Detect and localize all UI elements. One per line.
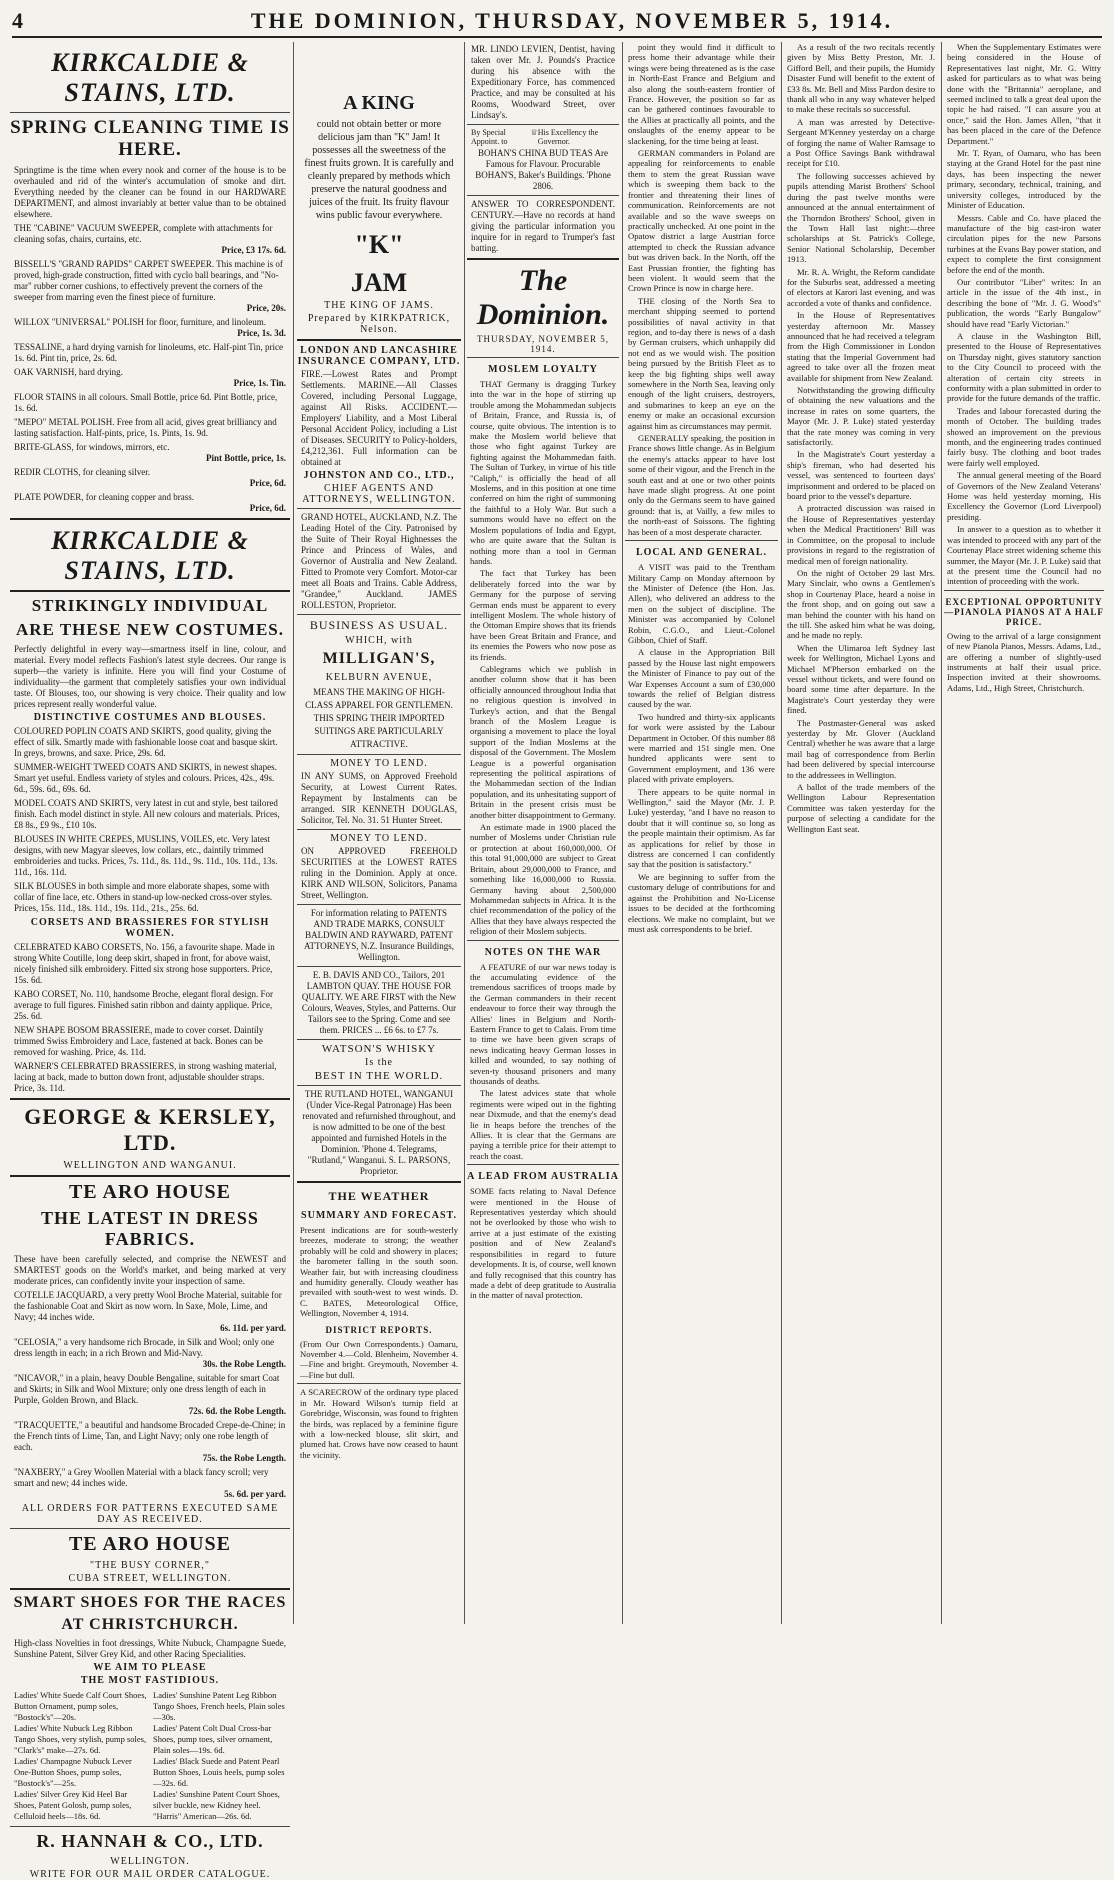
a-king-heading: A KING (343, 92, 415, 114)
kirkcaldie-heading: KIRKCALDIE & STAINS, LTD. (51, 48, 249, 107)
column-6-news (944, 42, 1104, 1624)
divider (467, 195, 619, 196)
mail-order-catalogue: WRITE FOR OUR MAIL ORDER CATALOGUE. (29, 1869, 271, 1880)
kirkcaldie-heading-2: KIRKCALDIE & STAINS, LTD. (51, 526, 249, 585)
dress-fabrics-heading: THE LATEST IN DRESS FABRICS. (41, 1208, 259, 1249)
column-rule (781, 42, 782, 1624)
distinctive-heading: DISTINCTIVE COSTUMES AND BLOUSES. (33, 712, 267, 723)
royal-arms-icon: ♕ (530, 128, 538, 137)
list-item-text: "NAXBERY," a Grey Woollen Material with a black fancy scroll; very smart and new; 44 inches wide. (14, 1467, 269, 1488)
list-item (14, 317, 286, 339)
moslem-loyalty-heading: MOSLEM LOYALTY (488, 364, 598, 375)
list-item-price: 72s. 6d. the Robe Length. (188, 1406, 286, 1416)
lindo-levien-notice: MR. LINDO LEVIEN, Dentist, having taken over Mr. J. Pounds's Practice during his absence with the Expeditionary Force, has commenced Practice, and may be consulted at his Rooms, Woodward Street, over Lindsay's. (471, 44, 615, 120)
list-item-price: Pint Bottle, price, 1s. (206, 453, 286, 463)
george-kersley-subheading: WELLINGTON AND WANGANUI. (63, 1160, 237, 1171)
list-item-text: WARNER'S CELEBRATED BRASSIERES, in strong washing material, lacing at back, made to button down front, adjustable shoulder straps. Price, 3s. 11d. (14, 1061, 277, 1093)
list-item (14, 1025, 286, 1058)
lead-from-australia-heading: A LEAD FROM AUSTRALIA (467, 1171, 619, 1183)
list-item-text: CELEBRATED KABO CORSETS, No. 156, a favourite shape. Made in strong White Coutille, long deep skirt, shaped in front, for above waist, nicely finished silk embroidery. Fitted six strong hose supporters. Price, 15s. 6d. (14, 942, 275, 985)
paragraph: A clause in the Washington Bill, presented to the House of Representatives on Thursday night, gives statutory sanction to the City Council to proceed with the alteration of certain city streets in conformity with a plan submitted in order to provide for the future demands of the traffic. (947, 330, 1101, 404)
divider (297, 904, 461, 905)
hannah-subheading: WELLINGTON. (110, 1856, 190, 1867)
list-item-price: Price, 1s. Tin. (233, 378, 286, 388)
smart-shoes-heading: SMART SHOES FOR THE RACES (13, 1594, 287, 1611)
summary-forecast-heading: SUMMARY AND FORECAST. (301, 1210, 457, 1221)
list-item-text: COLOURED POPLIN COATS AND SKIRTS, good quality, giving the effect of silk. Smartly made with fashionable loose coat and basque skirt. In greys, browns, and saxe. Price, 29s. 6d. (14, 726, 278, 758)
masthead-title: THE DOMINION, THURSDAY, NOVEMBER 5, 1914. (250, 8, 894, 33)
paragraph: The Postmaster-General was asked yesterday by Mr. Glover (Auckland Central) whether he was aware that a large mail bag of correspondence from Berlin had been delivered by special intercourse to the addressees in Wellington. (787, 717, 935, 780)
milligans-text: MEANS THE MAKING OF HIGH-CLASS APPAREL FOR GENTLEMEN. THIS SPRING THEIR IMPORTED SUITINGS ARE PARTICULARLY ATTRACTIVE. (305, 687, 453, 749)
divider (10, 1588, 290, 1590)
list-item (14, 1061, 286, 1094)
paragraph: The annual general meeting of the Board of Governors of the New Zealand Veterans' Home was held yesterday morning, His Excellency the Governor (Lord Liverpool) presiding. (947, 470, 1101, 522)
paragraph: A protracted discussion was raised in the House of Representatives yesterday when the Medical Practitioners' Bill was in Committee, on the proposal to include provisions in regard to the registration of medical men of foreign nationality. (787, 503, 935, 566)
list-item-price: Price, 6d. (249, 503, 286, 513)
paragraph: We are beginning to suffer from the customary deluge of contributions for and against the Prohibition and No-License issues to be decided at the forthcoming elections. We make no complaint, but we must ask correspondents to be brief. (628, 871, 775, 934)
chief-agents: CHIEF AGENTS AND ATTORNEYS, WELLINGTON. (302, 483, 456, 505)
list-item (14, 259, 286, 314)
shoe-list-right: Ladies' Sunshine Patent Leg Ribbon Tango Shoes, French heels, Plain soles—30s. Ladies' Patent Colt Dual Cross-bar Shoes, pump toes, silver ornament, Plain soles—19s. 6d. Ladies' Black Suede and Patent Pearl Button Shoes, Louis heels, pump soles—32s. 6d. Ladies' Sunshine Patent Court Shoes, silver buckle, new Kidney heel. "Harris" American—26s. 6d. (153, 1690, 285, 1821)
list-item-text: PLATE POWDER, for cleaning copper and brass. (14, 492, 194, 502)
column-rule (464, 42, 465, 1624)
paragraph: In the House of Representatives yesterday afternoon Mr. Massey announced that he had received a telegram from the High Commissioner in London stating that the Imperial Government had agreed to take over all the frozen meat available for shipment from New Zealand. (787, 310, 935, 383)
london-lancashire-text: FIRE.—Lowest Rates and Prompt Settlements. MARINE.—All Classes Covered, including Personal Luggage, against All Risks. ACCIDENT.—Employers' Liability, and a Most Liberal Personal Accident Policy, including a List of Diseases. SECURITY to Policy-holders, £4,212,361. Full information can be obtained at (301, 369, 457, 467)
column-2-advertisements (297, 42, 461, 1624)
column-rule (622, 42, 623, 1624)
list-item (14, 417, 286, 439)
k-heading: "K" (354, 230, 404, 259)
notes-on-war-heading: NOTES ON THE WAR (484, 946, 602, 958)
bohan-appointment-line (471, 128, 615, 146)
list-item-text: SUMMER-WEIGHT TWEED COATS AND SKIRTS, in newest shapes. Smart yet useful. Endless variety of styles and colours. Prices, 42s., 49s. 6d., 59s. 6d., 69s. 6d. (14, 762, 277, 794)
patents-ad: For information relating to PATENTS AND TRADE MARKS, CONSULT BALDWIN AND RAYWARD, PATENT ATTORNEYS, N.Z. Insurance Buildings, Wellington. (303, 908, 455, 962)
divider (467, 1164, 619, 1165)
spring-cleaning-text: Springtime is the time when every nook and corner of the house is to be overhauled and rid of the winter's accumulation of smoke and dirt. Everything needed by the cleaner can be found in our HARDWARE DEPARTMENT, and almost invariably at better value than to be obtained elsewhere. (14, 165, 286, 219)
paragraph: Messrs. Cable and Co. have placed the manufacture of the big cast-iron water circulation pipes for the new Parsons turbines at the Evans Bay power station, and expect to complete the first consignment before the end of the month. (947, 212, 1101, 275)
list-item (14, 367, 286, 389)
paragraph: When the Supplementary Estimates were being considered in the House of Representatives last night, Mr. G. Witty asked for particulars as to what was being done with the "Britannia" aeroplane, and seemed inclined to talk a great deal upon the topic he had raised. "I can assure you at once," said the Hon. James Allen, "that it has been placed in the care of the Defence Department." (947, 42, 1101, 146)
list-item-text: BLOUSES IN WHITE CREPES, MUSLINS, VOILES, etc. Very latest designs, with new Magyar sleeves, low collars, etc., daintily trimmed embroideries and tucks. Prices, 7s. 11d., 8s. 11d., 9s. 11d., 10s. 11d., 13s. 11d., 16s. 11d. (14, 834, 278, 877)
list-item (14, 762, 286, 795)
divider (297, 829, 461, 830)
local-general-article (628, 562, 775, 934)
divider (10, 112, 290, 113)
scarecrow-paragraph: A SCARECROW of the ordinary type placed in Mr. Howard Wilson's turnip field at Gorebridge, Wisconsin, was found to frighten the birds, was replaced by a feminine figure with a low-necked blouse, slit skirt, and plumed hat. Crows have now ceased to haunt the vicinity. (300, 1387, 458, 1460)
costumes-text: Perfectly delightful in every way—smartness itself in line, colour, and material. Every model reflects Fashion's latest style decrees. Our range is superb—the variety is infinite. Here you will find your Costume of individuality—the garment that completely satisfies your own individual taste. Of Blouses, too, our showing is very choice. Their quality and low prices represent really wonderful value. (14, 644, 286, 709)
list-item (14, 342, 286, 364)
list-item (14, 1373, 286, 1417)
money-to-lend-text-2: ON APPROVED FREEHOLD SECURITIES at the LOWEST RATES ruling in the Dominion. Apply at once. KIRK AND WILSON, Solicitors, Panama Street, Wellington. (301, 846, 457, 900)
paragraph: Notwithstanding the growing difficulty of obtaining the new valuations and the increase in rates on some quarters, the Mayor (Mr. J. P. Luke) stated yesterday that the rate money was coming in very satisfactorily. (787, 385, 935, 448)
watsons-is-the: Is the (365, 1057, 393, 1068)
bohan-appointment-left: By Special Appoint. to (471, 128, 508, 146)
list-item-text: "MEPO" METAL POLISH. Free from all acid, gives great brilliancy and lasting satisfaction. Half-pints, price, 1s. Pints, 1s. 9d. (14, 417, 277, 438)
list-item-text: FLOOR STAINS in all colours. Small Bottle, price 6d. Pint Bottle, price, 1s. 6d. (14, 392, 278, 413)
list-item-price: Price, £3 17s. 6d. (221, 245, 286, 255)
watsons-whisky: WATSON'S WHISKY (321, 1043, 437, 1055)
king-of-jams: THE KING OF JAMS. (324, 300, 434, 311)
paragraph: On the night of October 29 last Mrs. Mary Sinclair, who owns a Gentlemen's shop in Courtenay Place, heard a noise in the front shop, and on going out saw a man behind the counter with his hand on the till. She asked him what he was doing, and he made no reply. (787, 567, 935, 641)
list-item (14, 1337, 286, 1370)
money-to-lend-text: IN ANY SUMS, on Approved Freehold Security, at Lowest Current Rates. Repayment by Instalments can be arranged. SIR KENNETH DOUGLAS, Solicitor, Tel. No. 31. 51 Hunter Street. (301, 771, 457, 825)
list-item-text: KABO CORSET, No. 110, handsome Broche, elegant floral design. For average to full figures. Finished satin ribbon and dainty applique. Price, 25s. 6d. (14, 989, 273, 1021)
jam-heading: JAM (350, 268, 408, 297)
paragraph: The fact that Turkey has been deliberately forced into the war by Germany for the purpose of serving German ends must be apparent to every intelligent Moslem. The whole history of the Ottoman Empire shows that its friends have been Great Britain and France, and its enemies the Powers who now pose as its friends. (470, 568, 616, 662)
davis-tailors-ad: E. B. DAVIS AND CO., Tailors, 201 LAMBTON QUAY. THE HOUSE FOR QUALITY. WE ARE FIRST with the New Colours, Weaves, Styles, and Patterns. Our Tailors see to the Spring. Come and see them. PRICES ... £6 6s. to £7 7s. (301, 970, 457, 1035)
bohan-appointment-right: His Excellency the Governor. (537, 128, 599, 146)
divider (297, 1383, 461, 1384)
shoe-list-left: Ladies' White Suede Calf Court Shoes, Button Ornament, pump soles, "Bostock's"—20s. Ladies' White Nubuck Leg Ribbon Tango Shoes, very stylish, pump soles, "Clark's" make—27s. 6d. Ladies' Champagne Nubuck Lever One-Button Shoes, pump soles, "Bostock's"—25s. Ladies' Silver Grey Kid Heel Bar Shoes, Patent Golosh, pump soles, Celluloid heels—18s. 6d. (14, 1690, 147, 1821)
paragraph: A man was arrested by Detective-Sergeant M'Kenney yesterday on a charge of forging the name of Walter Ramsage to a Post Office Savings Bank withdrawal receipt for £10. (787, 116, 935, 169)
list-item-price: Price, 20s. (246, 303, 286, 313)
list-item (14, 1467, 286, 1500)
divider (10, 1175, 290, 1177)
answer-to-correspondent: ANSWER TO CORRESPONDENT. CENTURY.—Have no records at hand giving the particular information you inquire for in regard to Trumper's fast batting. (471, 199, 615, 253)
divider (297, 1039, 461, 1040)
masthead (12, 6, 1102, 38)
dress-fabrics-text: These have been carefully selected, and comprise the NEWEST and SMARTEST goods on the World's market, and being marked at very moderate prices, can confidently invite your inspection of same. (14, 1254, 286, 1286)
list-item-price: Price, 6d. (249, 478, 286, 488)
list-item-price: 6s. 11d. per yard. (220, 1323, 286, 1333)
divider (10, 518, 290, 520)
list-item (14, 798, 286, 831)
grand-hotel-ad: GRAND HOTEL, AUCKLAND, N.Z. The Leading Hotel of the City. Patronised by the Suite of Their Royal Highnesses the Prince and Princess of Wales, and Governor of Australia and New Zealand. Fitted to Promote very Comfort. Motor-car meet all Boats and Trains. Cable Address, "Grandee," Auckland. JAMES ROLLESTON, Proprietor. (301, 512, 457, 610)
paragraph: THE closing of the North Sea to merchant shipping seemed to portend possibilities of naval activity in that region, and to-day there is news of a dash by German cruisers, which unhappily did not end as we would wish. The position being pursued by the British Fleet as to keep the big fighting ships well away somewhere in the North Sea, leaving only enough of the light cruisers, destroyers, and submarines to keep an eye on the enemy or make an occasional excursion against him as circumstances may permit. (628, 295, 775, 431)
paragraph: GENERALLY speaking, the position in France shows little change. As in Belgium the enemy's attacks appear to have lost some of their vigour, and the French in the south east and at one or two other points have made slight progress. At one point only do the Germans seem to have gained ground: that is, at Vailly, a few miles to the north-east of Soissons. The fighting has been of a most desperate character. (628, 433, 775, 537)
prepared-by: Prepared by KIRKPATRICK, Nelson. (307, 313, 451, 335)
column-rule (941, 42, 942, 1624)
list-item (14, 1420, 286, 1464)
column-4-news (625, 42, 778, 1624)
busy-corner: "THE BUSY CORNER," (90, 1560, 210, 1571)
paragraph: In the Magistrate's Court yesterday a ship's fireman, who had deserted his vessel, was sentenced to fourteen days' imprisonment and ordered to be placed on board prior to the vessel's departure. (787, 449, 935, 502)
george-kersley-heading: GEORGE & KERSLEY, LTD. (24, 1104, 276, 1155)
lead-from-australia-article: SOME facts relating to Naval Defence were mentioned in the House of Representatives yesterday which should not be overlooked by those who wish to arrive at a just estimate of the existing position and of New Zealand's responsibilities in regard to future developments. It is, of course, well known and fully recognised that this country has made a debt of deep gratitude to Australia in the matter of naval protection. (470, 1186, 616, 1301)
list-item-text: BRITE-GLASS, for windows, mirrors, etc. (14, 442, 170, 452)
which-with: WHICH, with (345, 635, 413, 646)
corset-item-list (10, 942, 290, 1094)
paragraph: The following successes achieved by pupils attending Marist Brothers' School during the past twelve months were announced at the annual entertainment of the Thorndon Brothers' School, given in the Town Hall last night:—three scholarships at St. Patrick's College, Senior National Scholarship, December 1913. (787, 170, 935, 265)
district-reports-text: (From Our Own Correspondents.) Oamaru, November 4.—Cold. Blenheim, November 4.—Fine and bright. Greymouth, November 4.—Fine but dull. (300, 1338, 458, 1380)
list-item-text: THE "CABINE" VACUUM SWEEPER, complete with attachments for cleaning sofas, chairs, curtains, etc. (14, 223, 273, 244)
divider (10, 1528, 290, 1529)
kelburn-avenue: KELBURN AVENUE, (325, 672, 433, 683)
moslem-loyalty-article (470, 379, 616, 937)
pianola-text: Owing to the arrival of a large consignment of new Pianola Pianos, Messrs. Adams, Ltd., are offering a number of slightly-used instruments at half their usual price. Inspection invited at their showrooms. Adams, Ltd., High Street, Christchurch. (947, 630, 1101, 693)
local-general-heading: LOCAL AND GENERAL. (635, 547, 768, 559)
divider (297, 614, 461, 615)
divider (467, 124, 619, 125)
list-item (14, 726, 286, 759)
hardware-item-list (10, 223, 290, 514)
list-item-price: Price, 1s. 3d. (237, 328, 286, 338)
column-5-news (784, 42, 938, 1624)
paragraph: A clause in the Appropriation Bill passed by the House last night empowers the Minister of Finance to pay out of the War Expenses Account a sum of £30,000 towards the relief of Belgian distress caused by the war. (628, 647, 775, 710)
paragraph: Our contributor "Liber" writes: In an article in the issue of the 4th inst., in describing the bone of "Mr. J. G. Wood's" publication, the words "Early Bungalow" should have read "Early Victorian." (947, 276, 1101, 329)
rutland-hotel-ad: THE RUTLAND HOTEL, WANGANUI (Under Vice-Regal Patronage) Has been renovated and refurnished throughout, and is now admitted to be one of the best appointed and furnished Hotels in the Dominion. 'Phone 4. Telegrams, "Rutland," Wanganui. S. L. PARSONS, Proprietor. (302, 1089, 456, 1176)
list-item-text: MODEL COATS AND SKIRTS, very latest in cut and style, best tailored finish. Each model distinct in style. All new colours and materials. Prices, £8 8s., £9 9s., £10 10s. (14, 798, 280, 830)
local-general-continued (787, 42, 935, 834)
editorial-date: THURSDAY, NOVEMBER 5, 1914. (476, 334, 610, 354)
list-item-text: BISSELL'S "GRAND RAPIDS" CARPET SWEEPER. This machine is of proved, high-grade construction, fitted with cyclo ball bearings, and "No-mar" rubber corner cushions, to effectively prevent the corners of the sweeper from marring even the finest piece of furniture. (14, 259, 283, 302)
divider (297, 754, 461, 755)
list-item (14, 834, 286, 878)
divider (467, 940, 619, 941)
paragraph: A VISIT was paid to the Trentham Military Camp on Monday afternoon by the Minister of Defence (the Hon. Jas. Allen), who delivered an address to the men on the subject of discipline. The Minister was accompanied by Colonel Robin, C.G.O., and Lieut.-Colonel Gibbon, Chief of Staff. (628, 562, 775, 645)
best-in-the-world: BEST IN THE WORLD. (314, 1070, 444, 1082)
milligans-heading: MILLIGAN'S, (322, 650, 436, 667)
weather-text: Present indications are for south-westerly breezes, moderate to strong; the weather probably will be cold and showery in places; the barometer falling in the south soon. Weather fair, but with increasing cloudiness and humidity generally. Cloudy weather has prevailed with south-west to west winds. D. C. BATES, Meteorological Office, Wellington, November 4, 1914. (300, 1225, 458, 1319)
war-notes-continued (628, 42, 775, 537)
column-1-advertisements (10, 42, 290, 1880)
list-item (14, 467, 286, 489)
blouse-item-list (10, 726, 290, 914)
paragraph: GERMAN commanders in Poland are appealing for reinforcements to enable them to stem the great Russian wave which is sweeping them back to the frontier and threatening their lines of communication. Reinforcements are not available and so the wave sweeps on practically unchecked. At one point in the Opatow district a large Austrian force attempted to check the Russian advance but was driven back. In the North, off the East Prussian frontier, the fighting has been violent. It would seem that the Crown Prince is now in charge here. (628, 148, 775, 294)
list-item (14, 1290, 286, 1334)
fabric-item-list (10, 1290, 290, 1500)
list-item-price: 30s. the Robe Length. (202, 1359, 286, 1369)
pianola-heading: EXCEPTIONAL OPPORTUNITY—PIANOLA PIANOS AT A HALF PRICE. (944, 596, 1104, 627)
te-aro-heading-2: TE ARO HOUSE (68, 1533, 232, 1555)
list-item-text: WILLOX "UNIVERSAL" POLISH for floor, furniture, and linoleum. (14, 317, 266, 327)
christchurch-heading: AT CHRISTCHURCH. (61, 1616, 239, 1633)
hannah-heading: R. HANNAH & CO., LTD. (36, 1831, 264, 1851)
divider (297, 966, 461, 967)
list-item (14, 942, 286, 986)
costumes-heading: ARE THESE NEW COSTUMES. (16, 620, 284, 639)
divider (944, 590, 1104, 591)
list-item (14, 881, 286, 914)
paragraph: Two hundred and thirty-six applicants for work were assisted by the Labour Department in October. Of this number 88 were married and 151 single men. One hundred applicants were sent to Government employment, and 136 were placed with private employers. (628, 711, 775, 785)
shoe-list (14, 1690, 286, 1822)
paragraph: A FEATURE of our war news today is the accumulating evidence of the tremendous sacrifices of troops made by the German commanders in their recent endeavour to force their way through the Allies' lines in Belgium and North-Eastern France to get to Calais. From time to time we have been given scraps of news indicating heavy German losses in killed and wounded, to say nothing of seven-ty thousand prisoners and many thousands of deaths. (470, 961, 616, 1086)
divider (10, 1826, 290, 1827)
most-fastidious: THE MOST FASTIDIOUS. (80, 1675, 220, 1686)
business-as-usual: BUSINESS AS USUAL. (309, 618, 449, 632)
list-item (14, 492, 286, 514)
list-item-text: REDIR CLOTHS, for cleaning silver. (14, 467, 150, 477)
bohan-tea-ad: BOHAN'S CHINA BUD TEAS Are Famous for Flavour. Procurable BOHAN'S, Baker's Buildings. 'Phone 2806. (475, 148, 611, 191)
paragraph: As a result of the two recitals recently given by Miss Betty Preston, Mr. J. Gifford Bell, and their pupils, the Humidy Disaster Fund will benefit to the extent of £33 8s. Mr. Bell and Miss Pardon desire to thank all who in any way whatever helped to make these recitals so successful. (787, 42, 935, 115)
money-to-lend-heading-2: MONEY TO LEND. (330, 833, 428, 844)
divider (467, 357, 619, 358)
paragraph: point they would find it difficult to press home their advantage while their wings were being threatened as is the case in North-East France and Belgium and also along the south-eastern frontier of France. However, the position so far as can be gathered continues favourable to the Allies at practically all points, and the onslaughts of the enemy appear to be slackening, for the time being at least. (628, 42, 775, 146)
column-rule (293, 42, 294, 1624)
list-item-text: SILK BLOUSES in both simple and more elaborate shapes, some with collar of fine lace, etc. Others in stand-up low-necked cross-over styles. Prices, 15s. 11d., 18s. 11d., 19s. 11d., 21s., 25s. 6d. (14, 881, 273, 913)
divider (297, 1085, 461, 1086)
divider (297, 508, 461, 509)
list-item (14, 442, 286, 464)
page-number: 4 (12, 8, 23, 33)
paragraph: Cablegrams which we publish in another column show that it has been officially announced throughout India that no religious question is involved in Turkey's action, and that the Bengal branch of the Moslem League is organising a movement to place the loyal support of the Indian Moslems at the disposal of the Government. The Moslem League is a powerful organisation representing the political aspirations of the Mohammedan section of the Indian population, and its unhesitating support of Britain in the present crisis must be another bitter disappointment to Germany. (470, 663, 616, 820)
local-general-continued-2 (947, 42, 1101, 587)
a-king-text: could not obtain better or more delicious jam than "K" Jam! It possesses all the sweetness of the finest fruits grown. It is carefully and cleanly prepared by methods which preserve the natural goodness and juices of the fruit. Its fruity flavour wins public favour everywhere. (304, 119, 454, 221)
te-aro-heading: TE ARO HOUSE (68, 1181, 232, 1203)
list-item-text: COTELLE JACQUARD, a very pretty Wool Broche Material, suitable for the fashionable Coat and Skirt as now worn. In Saxe, Mole, Lime, and Navy; 44 inches wide. (14, 1290, 282, 1322)
strikingly-heading: STRIKINGLY INDIVIDUAL (31, 596, 269, 615)
list-item-text: OAK VARNISH, hard drying. (14, 367, 123, 377)
paragraph: THAT Germany is dragging Turkey into the war in the hope of stirring up trouble among the Mohammedan subjects of Britain, France, and Russia is, of course, quite obvious. The intention is to make the Moslem world believe that those who fight against Turkey are fighting against the Mohammedan faith. The Sultan of Turkey, in virtue of his title "Caliph," is officially the head of all Moslems, and in this position at one time conferred on him the right of summoning the faithful to a Holy War. But such a summons would have no effect on the Moslem populations of India and Egypt, who are quite aware that the Sultan is nothing more than a tool in German hands. (470, 379, 616, 566)
paragraph: An estimate made in 1900 placed the number of Moslems under Christian rule or protection at about 160,000,000. Of this total 91,000,000 are subject to Great Britain, about 29,000,000 to France, and something like 16,000,000 to Russia. Germany having about 2,500,000 Mohammedan subjects in Africa. It is the chief recommendation of the policy of the Allies that they have always respected the religion of their Moslem subjects. (470, 822, 616, 937)
divider (10, 590, 290, 592)
corsets-heading: CORSETS AND BRASSIERES FOR STYLISH WOMEN. (30, 917, 270, 939)
list-item-price: 75s. the Robe Length. (202, 1453, 286, 1463)
list-item (14, 989, 286, 1022)
column-3-editorial (467, 42, 619, 1624)
paragraph: A ballot of the trade members of the Wellington Labour Representation Committee was taken yesterday for the purpose of selecting a candidate for the Wellington East seat. (787, 782, 935, 834)
paragraph: There appears to be quite normal in Wellington," said the Mayor (Mr. J. P. Luke) yesterday, "and I have no reason to doubt that it will continue so, so long as the people maintain their optimism. As far as applications for relief by those in distress are concerned I can confidently say that the position is satisfactory." (628, 786, 775, 870)
list-item-text: "CELOSIA," a very handsome rich Brocade, in Silk and Wool; only one dress length in each; in a rich Brown and Mid-Navy. (14, 1337, 275, 1358)
paragraph: When the Ulimaroa left Sydney last week for Wellington, Michael Lyons and Michael M'Pherson embarked on the vessel without tickets, and were found on board some time after departure. In the Magistrate's Court yesterday they were fined. (787, 642, 935, 716)
dominion-nameplate: The Dominion. (476, 264, 610, 331)
district-reports-heading: DISTRICT REPORTS. (325, 1324, 433, 1335)
paragraph: Trades and labour forecasted during the month of October. The building trades showed an improvement on the previous month, and the engineering trades continued fairly busy. The clothing and boot trades were fairly well employed. (947, 405, 1101, 468)
divider (297, 1181, 461, 1183)
spring-cleaning-heading: SPRING CLEANING TIME IS HERE. (10, 117, 290, 160)
paragraph: Mr. T. Ryan, of Oamaru, who has been staying at the Grand Hotel for the past nine days, has been inspecting the newer primary, secondary, technical, training, and university colleges, introduced by the Minister of Education. (947, 148, 1101, 211)
list-item (14, 392, 286, 414)
list-item-text: TESSALINE, a hard drying varnish for linoleums, etc. Half-pint Tin, price 1s. 6d. Pint tin, price, 2s. 6d. (14, 342, 283, 363)
list-item-text: NEW SHAPE BOSOM BRASSIERE, made to cover corset. Daintily trimmed Swiss Embroidery and Lace, fastened at back. Bones can be removed for washing. Price, 4s. 11d. (14, 1025, 264, 1057)
shoes-text: High-class Novelties in foot dressings, White Nubuck, Champagne Suede, Sunshine Patent, Silver Grey Kid, and other Racing Specialities. (14, 1638, 286, 1659)
divider (625, 540, 778, 541)
cuba-street: CUBA STREET, WELLINGTON. (68, 1573, 232, 1584)
johnston-heading: JOHNSTON AND CO., LTD., (303, 470, 455, 481)
aim-to-please: WE AIM TO PLEASE (93, 1662, 207, 1673)
list-item-price: 5s. 6d. per yard. (224, 1489, 286, 1499)
list-item-text: "NICAVOR," in a plain, heavy Double Bengaline, suitable for smart Coat and Skirts; in Silk and Wool Mixture; only one dress length of each in Purple, Golden Brown, and Black. (14, 1373, 280, 1405)
list-item-text: "TRACQUETTE," a beautiful and handsome Brocaded Crepe-de-Chine; in the French tints of Lime, Tan, and Light Navy; only one robe length of each. (14, 1420, 286, 1452)
all-orders-notice: ALL ORDERS FOR PATTERNS EXECUTED SAME DAY AS RECEIVED. (21, 1503, 279, 1525)
money-to-lend-heading: MONEY TO LEND. (330, 758, 428, 769)
weather-heading: THE WEATHER (328, 1189, 430, 1203)
divider (10, 1098, 290, 1100)
paragraph: In answer to a question as to whether it was intended to proceed with any part of the Courtenay Place street widening scheme this summer, the Mayor (Mr. J. P. Luke) said that at the present time the Council had no intention of proceeding with the work. (947, 524, 1101, 587)
divider (467, 258, 619, 260)
paragraph: The latest advices state that whole regiments were wiped out in the fighting near Dixmude, and that the enemy's dead lie in heaps before the trenches of the Allies. It is clear that the Germans are paying a terrible price for their attempt to reach the coast. (470, 1088, 616, 1161)
paragraph: Mr. R. A. Wright, the Reform candidate for the Suburbs seat, addressed a meeting of electors at Karori last evening, and was accorded a vote of thanks and confidence. (787, 266, 935, 308)
divider (297, 339, 461, 341)
london-lancashire-heading: LONDON AND LANCASHIRE INSURANCE COMPANY, LTD. (297, 345, 461, 367)
list-item (14, 223, 286, 256)
notes-on-war-article (470, 962, 616, 1162)
